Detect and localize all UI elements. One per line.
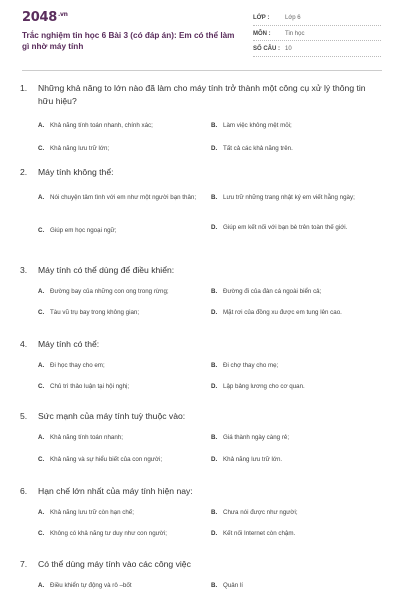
- option-letter: D.: [211, 308, 218, 316]
- question-number: 4.: [20, 339, 28, 349]
- option-letter: D.: [211, 382, 218, 390]
- option-letter: C.: [38, 455, 45, 463]
- option-text: Đi học thay cho em;: [50, 361, 105, 369]
- option-c[interactable]: [38, 226, 210, 236]
- question-7: [20, 558, 382, 589]
- option-text: Đường bay của những con ong trong rừng;: [50, 287, 169, 295]
- option-d[interactable]: [211, 529, 383, 539]
- option-letter: A.: [38, 433, 45, 441]
- option-a[interactable]: [38, 193, 198, 203]
- option-c[interactable]: [38, 455, 210, 465]
- option-text: Khả năng lưu trữ lớn.: [223, 455, 283, 463]
- option-text: Mặt rơi của đồng xu được em tung lên cao.: [223, 308, 342, 316]
- meta-value: Tin học: [285, 30, 305, 37]
- option-letter: B.: [211, 433, 218, 441]
- option-a[interactable]: [38, 508, 210, 518]
- option-a[interactable]: [38, 581, 210, 591]
- question-text: Những khả năng to lớn nào đã làm cho máy tính trở thành một công cụ xử lý thông tin hữu hiệu?: [38, 83, 366, 106]
- option-letter: D.: [211, 529, 218, 537]
- document-title: Trắc nghiệm tin học 6 Bài 3 (có đáp án): Em có thể làm gì nhờ máy tính: [22, 31, 235, 51]
- option-text: Khả năng lưu trữ lớn;: [50, 145, 110, 152]
- option-text: Làm việc không mệt mỏi;: [223, 122, 292, 129]
- option-a[interactable]: [38, 361, 210, 371]
- option-a[interactable]: [38, 433, 210, 443]
- option-letter: A.: [38, 361, 45, 369]
- option-letter: C.: [38, 382, 45, 390]
- option-letter: C.: [38, 529, 45, 537]
- question-text: Sức mạnh của máy tính tuỳ thuộc vào:: [38, 411, 186, 421]
- option-letter: A.: [38, 193, 45, 201]
- option-text: Khả năng tính toán nhanh, chính xác;: [50, 122, 153, 129]
- option-letter: D.: [211, 455, 218, 463]
- meta-row-count: [253, 43, 381, 57]
- question-number: 1.: [20, 83, 28, 93]
- option-text: Không có khả năng tư duy như con người;: [50, 529, 167, 537]
- logo-text: 2048: [22, 10, 57, 25]
- option-d[interactable]: [211, 382, 383, 392]
- question-text: Máy tính không thể:: [38, 167, 114, 177]
- question-3: [20, 264, 382, 316]
- question-1: [20, 82, 382, 152]
- question-number: 6.: [20, 486, 28, 496]
- option-letter: B.: [211, 193, 218, 201]
- option-c[interactable]: [38, 144, 210, 154]
- option-b[interactable]: [211, 508, 383, 518]
- option-b[interactable]: [211, 193, 371, 203]
- option-letter: B.: [211, 122, 218, 129]
- option-text: Điều khiển tự động và rô –bốt: [50, 581, 132, 589]
- option-b[interactable]: [211, 121, 383, 131]
- meta-value: 10: [285, 46, 292, 53]
- question-4: [20, 338, 382, 390]
- option-text: Đường đi của đàn cá ngoài biển cả;: [223, 287, 322, 295]
- option-text: Nói chuyện tâm tình với em như một người bạn thân;: [50, 193, 197, 201]
- question-number: 5.: [20, 411, 28, 421]
- option-text: Tất cả các khả năng trên.: [223, 145, 293, 152]
- option-text: Lập bảng lương cho cơ quan.: [223, 382, 305, 390]
- question-text: Có thể dùng máy tính vào các công việc: [38, 559, 191, 569]
- site-logo[interactable]: [22, 10, 68, 25]
- option-a[interactable]: [38, 121, 210, 131]
- option-letter: B.: [211, 508, 218, 516]
- option-letter: C.: [38, 145, 45, 152]
- option-letter: B.: [211, 287, 218, 295]
- option-c[interactable]: [38, 529, 210, 539]
- question-text: Máy tính có thể:: [38, 339, 100, 349]
- document-header: [0, 0, 400, 64]
- option-letter: B.: [211, 581, 218, 589]
- option-d[interactable]: [211, 455, 383, 465]
- option-text: Giá thành ngày càng rẻ;: [223, 433, 290, 441]
- question-text: Máy tính có thể dùng để điều khiển:: [38, 265, 175, 275]
- option-text: Chủ trì thảo luận tại hội nghị;: [50, 382, 130, 390]
- option-letter: B.: [211, 361, 218, 369]
- option-c[interactable]: [38, 382, 210, 392]
- option-text: Khả năng và sự hiểu biết của con người;: [50, 455, 163, 463]
- question-2: [20, 166, 382, 234]
- meta-row-class: [253, 12, 381, 26]
- meta-label: MÔN :: [253, 30, 271, 37]
- option-letter: C.: [38, 226, 45, 234]
- logo-suffix: .vn: [57, 10, 68, 18]
- option-text: Kết nối Internet còn chậm.: [223, 529, 296, 537]
- option-a[interactable]: [38, 287, 210, 297]
- option-d[interactable]: [211, 223, 371, 233]
- meta-row-subject: [253, 28, 381, 42]
- option-letter: A.: [38, 581, 45, 589]
- option-b[interactable]: [211, 361, 383, 371]
- option-letter: D.: [211, 145, 218, 152]
- option-text: Tàu vũ trụ bay trong không gian;: [50, 308, 140, 316]
- option-b[interactable]: [211, 287, 383, 297]
- question-number: 2.: [20, 167, 28, 177]
- meta-label: SỐ CÂU :: [253, 46, 280, 53]
- option-d[interactable]: [211, 308, 383, 318]
- question-text: Hạn chế lớn nhất của máy tính hiện nay:: [38, 486, 193, 496]
- option-letter: C.: [38, 308, 45, 316]
- header-divider: [22, 70, 382, 71]
- meta-label: LỚP :: [253, 15, 270, 22]
- option-text: Đi chợ thay cho mẹ;: [223, 361, 279, 369]
- option-text: Khả năng lưu trữ còn hạn chế;: [50, 508, 134, 516]
- option-text: Giúp em học ngoại ngữ;: [50, 226, 117, 234]
- option-d[interactable]: [211, 144, 383, 154]
- question-number: 3.: [20, 265, 28, 275]
- option-text: Khả năng tính toán nhanh;: [50, 433, 123, 441]
- question-6: [20, 485, 382, 537]
- question-number: 7.: [20, 559, 28, 569]
- option-letter: A.: [38, 287, 45, 295]
- option-text: Chưa nói được như người;: [223, 508, 298, 516]
- meta-value: Lớp 6: [285, 15, 301, 22]
- meta-panel: [253, 12, 381, 59]
- question-5: [20, 410, 382, 463]
- option-c[interactable]: [38, 308, 210, 318]
- option-text: Quản lí: [223, 581, 243, 589]
- option-text: Giúp em kết nối với bạn bè trên toàn thế giới.: [223, 223, 348, 231]
- option-b[interactable]: [211, 433, 383, 443]
- option-letter: A.: [38, 508, 45, 516]
- option-letter: A.: [38, 122, 45, 129]
- option-text: Lưu trữ những trang nhật ký em viết hằng ngày;: [223, 193, 355, 201]
- option-b[interactable]: [211, 581, 383, 591]
- option-letter: D.: [211, 223, 218, 231]
